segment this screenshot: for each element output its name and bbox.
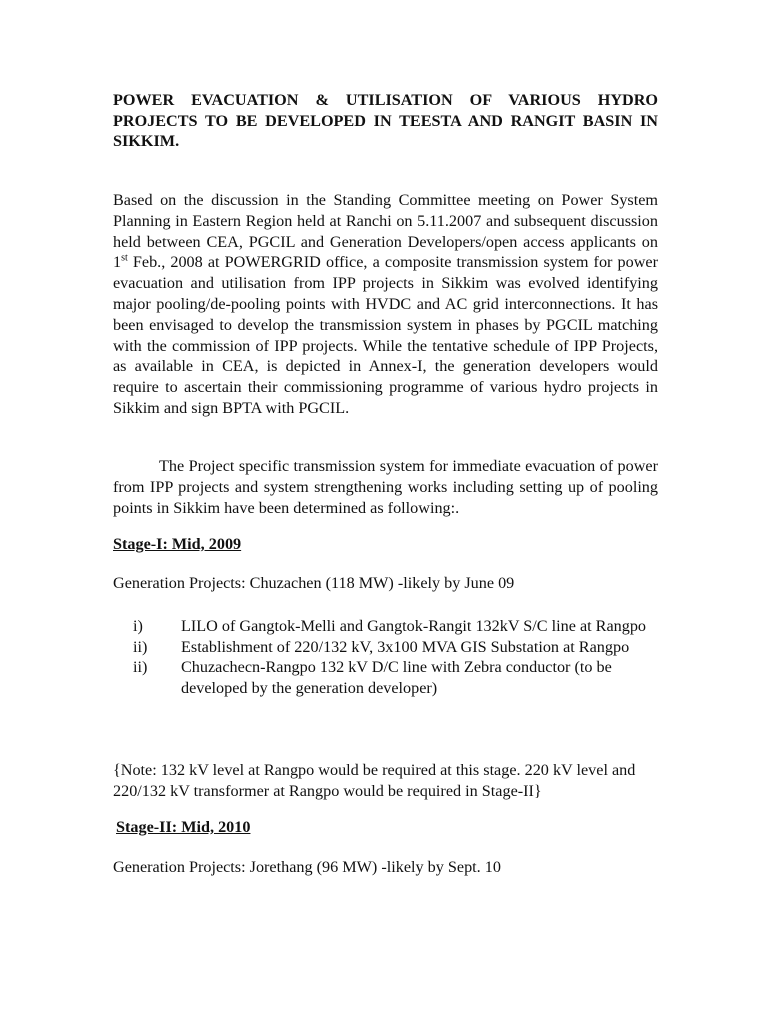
stage2-heading: Stage-II: Mid, 2010 bbox=[116, 818, 251, 836]
list-item bbox=[113, 616, 658, 637]
date-ordinal-superscript: st bbox=[121, 253, 128, 264]
stage1-works-list bbox=[113, 616, 658, 698]
intro-text-part1: Based on the discussion in the Standing Committee meeting on Power System Planning in Eastern Region held at Ranchi on 5.11.2007 and subsequent discussion held between CEA, PGCIL and Generation Developers/open access applicants on 1 bbox=[113, 191, 658, 272]
list-item-text: Establishment of 220/132 kV, 3x100 MVA GIS Substation at Rangpo bbox=[181, 637, 630, 656]
stage1-note: {Note: 132 kV level at Rangpo would be required at this stage. 220 kV level and 220/132 kV transformer at Rangpo would be required in Stage-II} bbox=[113, 761, 636, 800]
list-item-number: ii) bbox=[133, 658, 148, 677]
list-item-text: Chuzachecn-Rangpo 132 kV D/C line with Zebra conductor (to be developed by the generation developer) bbox=[181, 658, 612, 697]
stage2-generation-projects: Generation Projects: Jorethang (96 MW) -likely by Sept. 10 bbox=[113, 858, 501, 876]
project-paragraph: The Project specific transmission system for immediate evacuation of power from IPP projects and system strengthening works including setting up of pooling points in Sikkim have been determined as following:. bbox=[113, 457, 658, 517]
stage1-generation-projects: Generation Projects: Chuzachen (118 MW) -likely by June 09 bbox=[113, 574, 515, 592]
document-title: POWER EVACUATION & UTILISATION OF VARIOUS HYDRO PROJECTS TO BE DEVELOPED IN TEESTA AND RANGIT BASIN IN SIKKIM. bbox=[113, 91, 658, 150]
list-item bbox=[113, 657, 658, 698]
list-item-number: i) bbox=[133, 617, 143, 635]
intro-text-part2: Feb., 2008 at POWERGRID office, a composite transmission system for power evacuation and utilisation from IPP projects in Sikkim was evolved identifying major pooling/de-pooling points with HVDC and AC grid interconnections. It has been envisaged to develop the transmission system in phases by PGCIL matching with the commission of IPP projects. While the tentative schedule of IPP Projects, as available in CEA, is depicted in Annex-I, the generation developers would require to ascertain their commissioning programme of various hydro projects in Sikkim and sign BPTA with PGCIL. bbox=[113, 253, 658, 417]
intro-paragraph bbox=[113, 190, 658, 419]
list-item-number: ii) bbox=[133, 637, 148, 656]
list-item-text: LILO of Gangtok-Melli and Gangtok-Rangit 132kV S/C line at Rangpo bbox=[181, 617, 647, 635]
list-item bbox=[113, 637, 658, 658]
stage1-heading: Stage-I: Mid, 2009 bbox=[113, 535, 242, 553]
